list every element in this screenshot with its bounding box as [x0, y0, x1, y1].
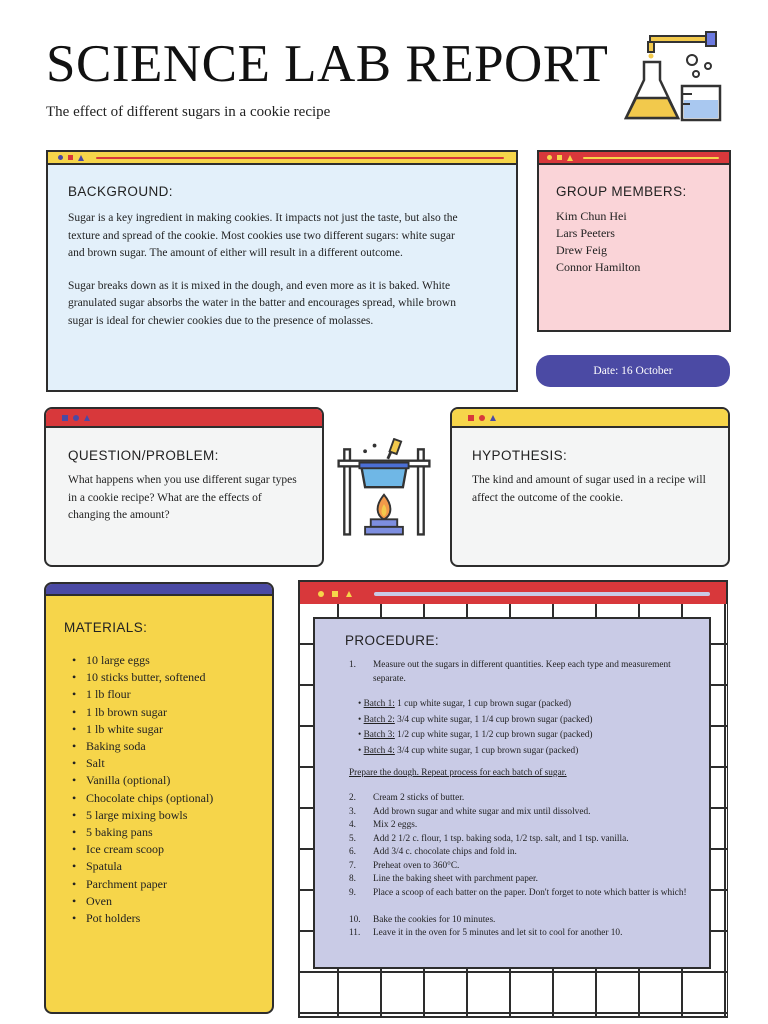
- list-item: • Baking soda: [70, 738, 213, 755]
- window-dot-icon: [318, 591, 324, 597]
- window-square-icon: [557, 155, 562, 160]
- list-item: • 1 lb brown sugar: [70, 704, 213, 721]
- window-titlebar: [46, 584, 272, 596]
- list-item: • 1 lb white sugar: [70, 721, 213, 738]
- hypothesis-heading: HYPOTHESIS:: [472, 448, 568, 463]
- batch-list: [358, 697, 593, 759]
- window-dot-icon: [73, 415, 79, 421]
- procedure-steps: [349, 792, 689, 941]
- procedure-step: 3. Add brown sugar and white sugar and mix until dissolved.: [349, 806, 591, 817]
- lab-flask-icon: [620, 28, 728, 124]
- window-bar-line: [583, 157, 719, 159]
- window-dot-icon: [547, 155, 552, 160]
- list-item: • Oven: [70, 893, 213, 910]
- member-name: Connor Hamilton: [556, 260, 641, 274]
- list-item: • 5 baking pans: [70, 824, 213, 841]
- list-item: • 10 sticks butter, softened: [70, 669, 213, 686]
- window-titlebar: [48, 152, 516, 165]
- procedure-step: 4. Mix 2 eggs.: [349, 820, 418, 830]
- list-item: • 5 large mixing bowls: [70, 807, 213, 824]
- question-heading: QUESTION/PROBLEM:: [68, 448, 219, 463]
- window-square-icon: [468, 415, 474, 421]
- procedure-step: 8. Line the baking sheet with parchment paper.: [349, 874, 538, 884]
- procedure-heading: PROCEDURE:: [345, 633, 440, 648]
- member-name: Drew Feig: [556, 243, 607, 257]
- window-triangle-icon: [567, 155, 573, 161]
- procedure-step: 9. Place a scoop of each batter on the paper. Don't forget to note which batter is which!: [349, 887, 687, 898]
- page-subtitle: The effect of different sugars in a cookie recipe: [46, 104, 331, 120]
- list-item: • Batch 2: 3/4 cup white sugar, 1 1/4 cup brown sugar (packed): [358, 714, 593, 725]
- window-titlebar: [539, 152, 729, 165]
- background-text: [68, 210, 468, 345]
- list-item: • 10 large eggs: [70, 652, 213, 669]
- window-titlebar: [46, 409, 322, 428]
- window-square-icon: [332, 591, 338, 597]
- window-square-icon: [68, 155, 73, 160]
- member-name: Kim Chun Hei: [556, 209, 627, 223]
- background-paragraph: Sugar breaks down as it is mixed in the dough, and even more as it is baked. White granulated sugar absorbs the water in the batter and encourages spread, while brown sugar is ideal for chewier cookies due to the presence of molasses.: [68, 279, 456, 327]
- window-triangle-icon: [346, 591, 352, 597]
- procedure-step: 6. Add 3/4 c. chocolate chips and fold in.: [349, 847, 517, 857]
- list-item: • Chocolate chips (optional): [70, 790, 213, 807]
- procedure-step: 1. Measure out the sugars in different quantities. Keep each type and measurement separate.: [349, 660, 671, 684]
- page-title: SCIENCE LAB REPORT: [46, 35, 609, 93]
- procedure-step: 2. Cream 2 sticks of butter.: [349, 793, 465, 803]
- list-item: • Vanilla (optional): [70, 772, 213, 789]
- list-item: • 1 lb flour: [70, 686, 213, 703]
- group-members-list: [556, 208, 640, 276]
- prepare-note: Prepare the dough. Repeat process for each batch of sugar.: [349, 768, 567, 778]
- background-heading: BACKGROUND:: [68, 184, 173, 199]
- materials-list: [70, 652, 213, 927]
- window-titlebar: [452, 409, 728, 428]
- procedure-step: 11. Leave it in the oven for 5 minutes and let sit to cool for another 10.: [349, 928, 623, 938]
- window-triangle-icon: [84, 415, 90, 421]
- window-triangle-icon: [78, 155, 84, 161]
- window-bar-line: [374, 592, 710, 596]
- procedure-step: 10. Bake the cookies for 10 minutes.: [349, 914, 496, 925]
- list-item: • Parchment paper: [70, 876, 213, 893]
- window-bar-line: [96, 157, 504, 159]
- procedure-step: 7. Preheat oven to 360°C.: [349, 860, 460, 871]
- window-triangle-icon: [490, 415, 496, 421]
- list-item: • Salt: [70, 755, 213, 772]
- window-square-icon: [62, 415, 68, 421]
- member-name: Lars Peeters: [556, 226, 615, 240]
- burner-icon: [336, 438, 432, 542]
- materials-heading: MATERIALS:: [64, 620, 148, 635]
- hypothesis-text: The kind and amount of sugar used in a recipe will affect the outcome of the cookie.: [472, 474, 706, 504]
- list-item: • Ice cream scoop: [70, 841, 213, 858]
- list-item: • Batch 4: 3/4 cup white sugar, 1 cup brown sugar (packed): [358, 745, 579, 756]
- date-badge: Date: 16 October: [536, 355, 730, 387]
- list-item: • Batch 3: 1/2 cup white sugar, 1 1/2 cup brown sugar (packed): [358, 730, 593, 740]
- window-dot-icon: [479, 415, 485, 421]
- procedure-step: 5. Add 2 1/2 c. flour, 1 tsp. baking soda, 1/2 tsp. salt, and 1 tsp. vanilla.: [349, 833, 629, 844]
- question-text: What happens when you use different sugar types in a cookie recipe? What are the effects of changing the amount?: [68, 474, 297, 521]
- list-item: • Spatula: [70, 858, 213, 875]
- list-item: • Pot holders: [70, 910, 213, 927]
- background-paragraph: Sugar is a key ingredient in making cookies. It impacts not just the taste, but also the texture and spread of the cookie. Most cookies use two different sugars: white sugar and brown sugar. The amount of either will result in a different outcome.: [68, 212, 458, 259]
- group-members-heading: GROUP MEMBERS:: [556, 184, 687, 199]
- window-dot-icon: [58, 155, 63, 160]
- list-item: • Batch 1: 1 cup white sugar, 1 cup brown sugar (packed): [358, 699, 572, 709]
